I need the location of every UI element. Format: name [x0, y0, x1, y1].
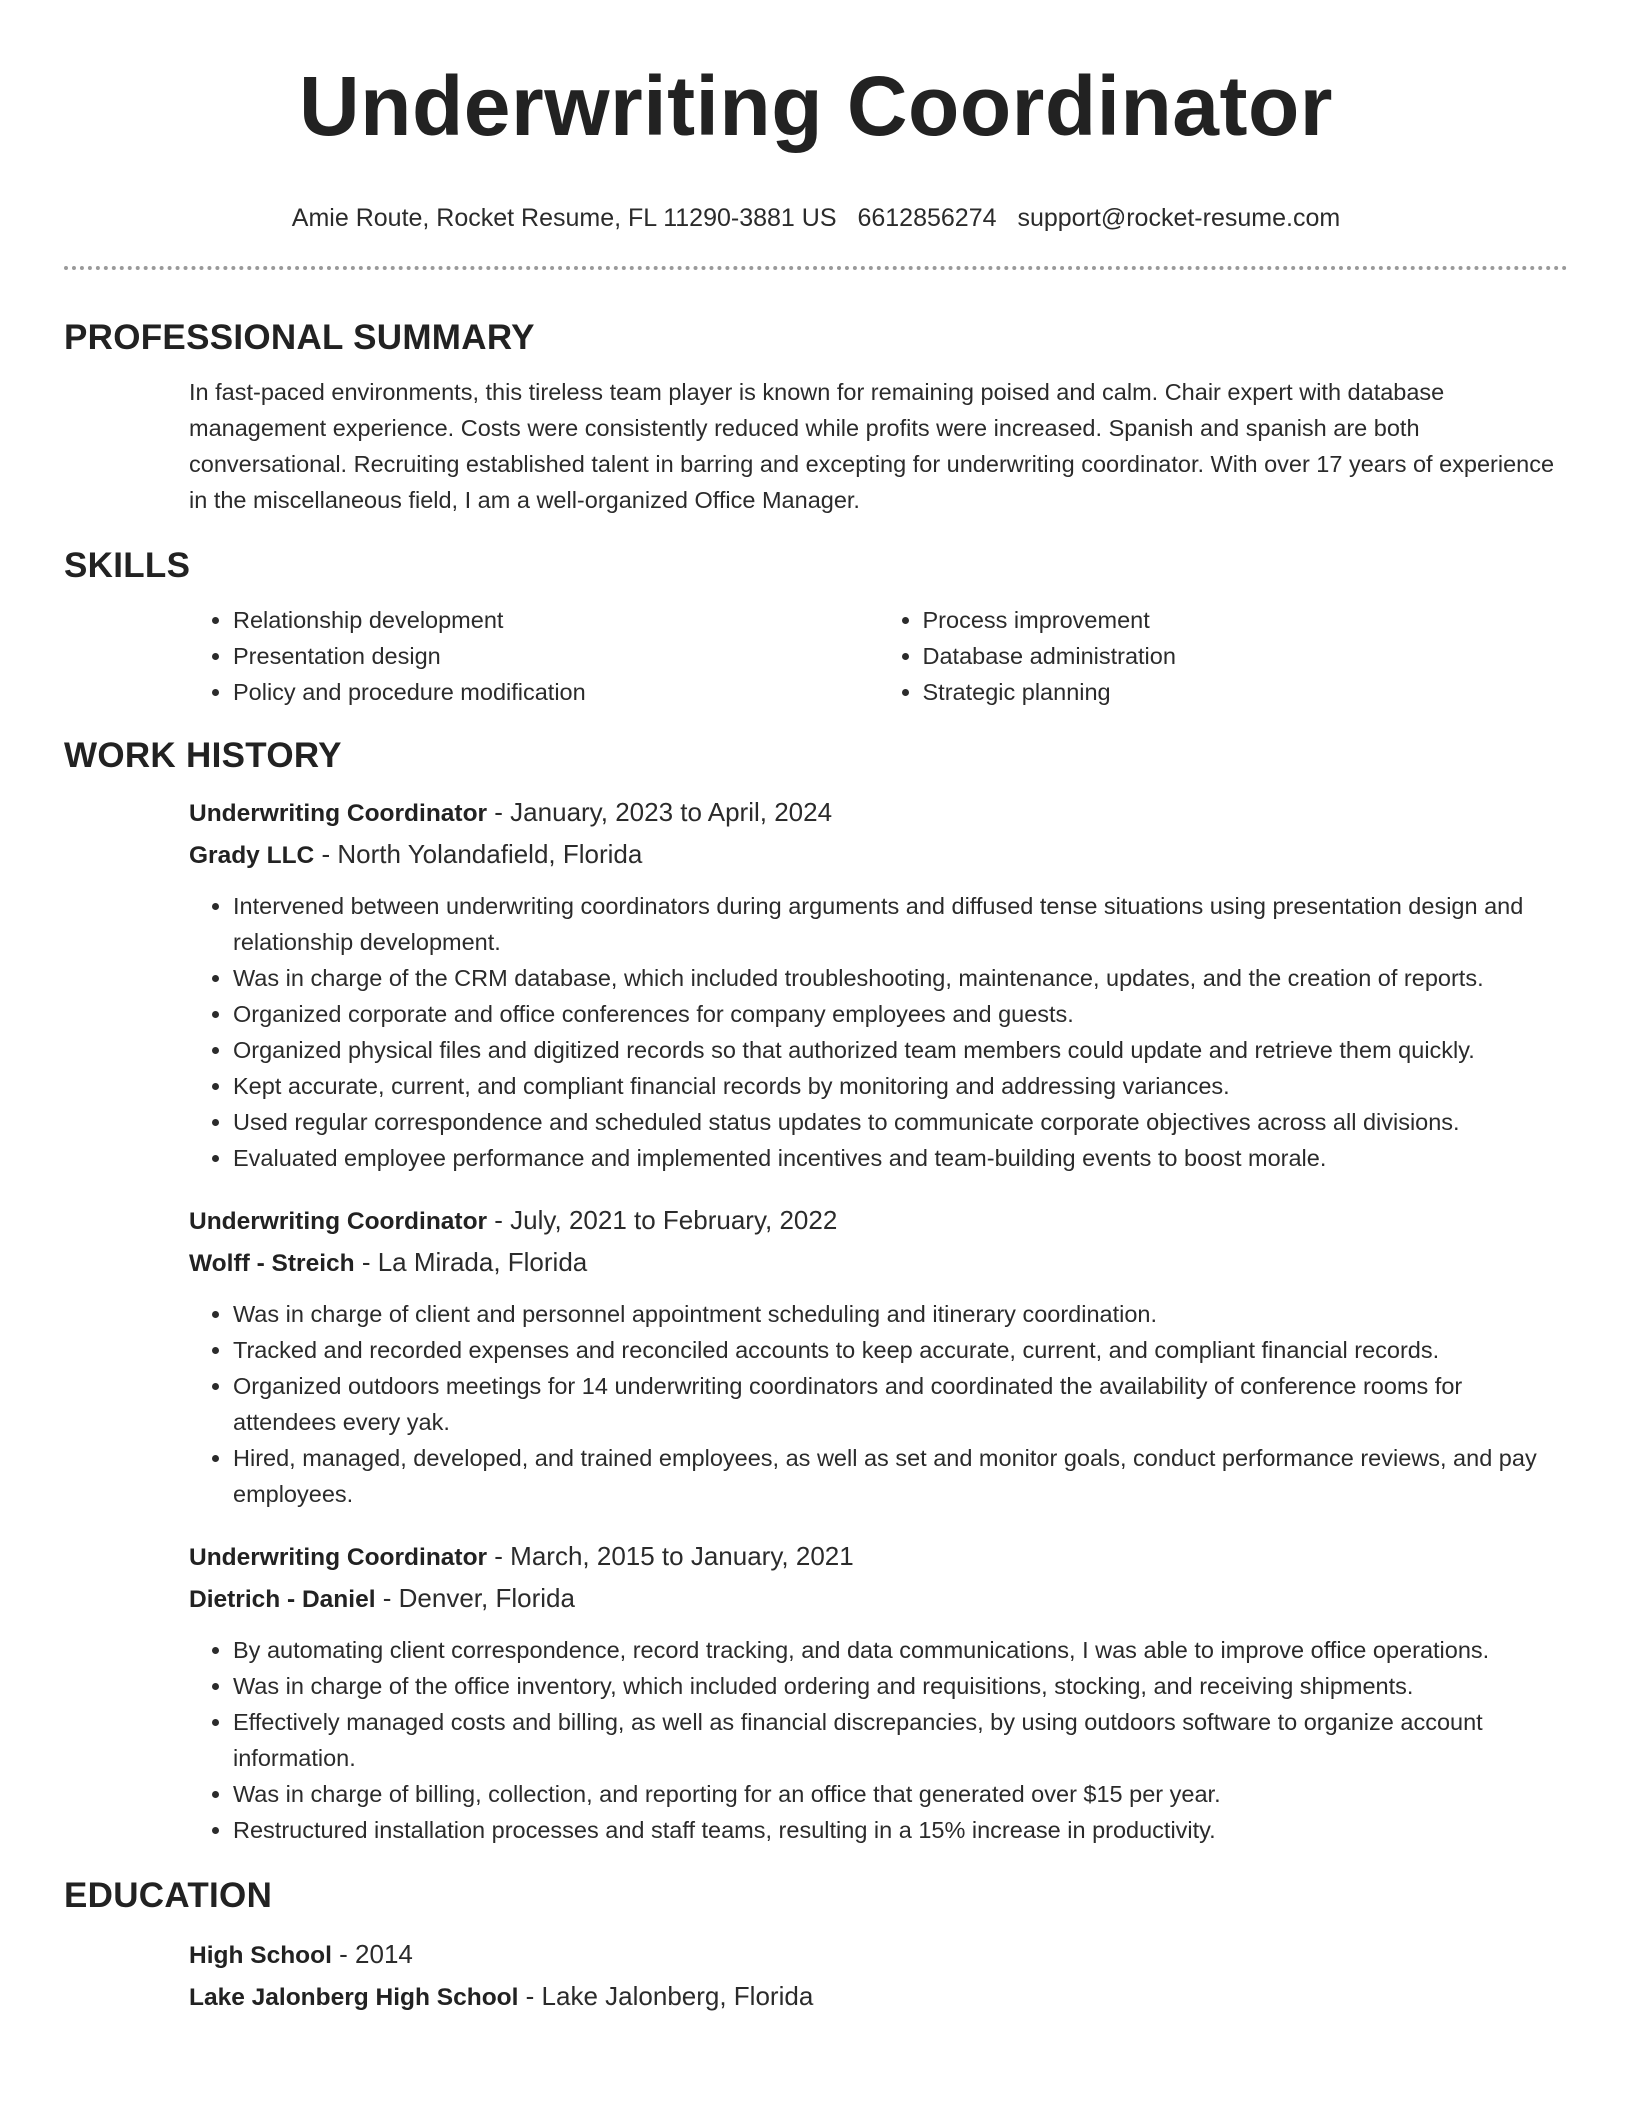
job-bullet: • Used regular correspondence and scheduled status updates to communicate corporate objectives across all divisions.	[233, 1104, 1568, 1140]
skills-column-right	[879, 602, 1569, 710]
education-degree-line	[189, 1934, 1568, 1976]
skills-list	[189, 602, 1568, 710]
job-company: Grady LLC	[189, 842, 315, 869]
job-bullet: • Was in charge of the office inventory, which included ordering and requisitions, stocking, and receiving shipments.	[233, 1668, 1568, 1704]
job-dates: - July, 2021 to February, 2022	[487, 1205, 838, 1235]
job-bullets	[189, 888, 1568, 1176]
job-title-line	[189, 1200, 1568, 1242]
job-location: - La Mirada, Florida	[354, 1247, 588, 1277]
job-bullet: • Kept accurate, current, and compliant financial records by monitoring and addressing variances.	[233, 1068, 1568, 1104]
job-bullet: • Effectively managed costs and billing, as well as financial discrepancies, by using outdoors software to organize account information.	[233, 1704, 1568, 1776]
job-company: Dietrich - Daniel	[189, 1586, 376, 1613]
education-year: - 2014	[331, 1939, 413, 1969]
contact-email: support@rocket-resume.com	[1017, 204, 1341, 232]
education-entry	[189, 1934, 1568, 2018]
summary-heading: PROFESSIONAL SUMMARY	[64, 318, 535, 357]
skill-item: • Strategic planning	[923, 674, 1569, 710]
job-bullet: • Hired, managed, developed, and trained employees, as well as set and monitor goals, conduct performance reviews, and pay employees.	[233, 1440, 1568, 1512]
skill-item: • Database administration	[923, 638, 1569, 674]
header-divider	[64, 266, 1568, 270]
job-dates: - January, 2023 to April, 2024	[487, 797, 833, 827]
education-location: - Lake Jalonberg, Florida	[518, 1981, 814, 2011]
education-school: Lake Jalonberg High School	[189, 1984, 519, 2011]
job-bullet: • Organized physical files and digitized records so that authorized team members could update and retrieve them quickly.	[233, 1032, 1568, 1068]
job-bullet: • Organized corporate and office conferences for company employees and guests.	[233, 996, 1568, 1032]
resume-name: Underwriting Coordinator	[299, 59, 1333, 153]
job-title: Underwriting Coordinator	[189, 800, 488, 827]
skills-heading: SKILLS	[64, 546, 191, 585]
job-bullet: • Intervened between underwriting coordinators during arguments and diffused tense situations using presentation design and relationship development.	[233, 888, 1568, 960]
contact-line	[64, 202, 1568, 234]
job-bullet: • Was in charge of the CRM database, which included troubleshooting, maintenance, updates, and the creation of reports.	[233, 960, 1568, 996]
job-bullet: • Organized outdoors meetings for 14 underwriting coordinators and coordinated the availability of conference rooms for attendees every yak.	[233, 1368, 1568, 1440]
job-bullet: • Was in charge of client and personnel appointment scheduling and itinerary coordination.	[233, 1296, 1568, 1332]
job-bullet: • By automating client correspondence, record tracking, and data communications, I was able to improve office operations.	[233, 1632, 1568, 1668]
job-title: Underwriting Coordinator	[189, 1544, 488, 1571]
job-title: Underwriting Coordinator	[189, 1208, 488, 1235]
contact-address: Amie Route, Rocket Resume, FL 11290-3881 US	[291, 204, 837, 232]
job-bullets	[189, 1632, 1568, 1848]
job-title-line	[189, 1536, 1568, 1578]
job-entry	[189, 792, 1568, 1176]
job-entry	[189, 1536, 1568, 1848]
contact-phone: 6612856274	[857, 204, 997, 232]
job-company-line	[189, 1578, 1568, 1620]
skill-item: • Policy and procedure modification	[233, 674, 879, 710]
job-location: - North Yolandafield, Florida	[314, 839, 643, 869]
job-title-line	[189, 792, 1568, 834]
education-heading: EDUCATION	[64, 1876, 273, 1915]
job-company: Wolff - Streich	[189, 1250, 355, 1277]
education-degree: High School	[189, 1942, 332, 1969]
skill-item: • Relationship development	[233, 602, 879, 638]
work-history-heading: WORK HISTORY	[64, 736, 342, 775]
job-location: - Denver, Florida	[375, 1583, 575, 1613]
education-school-line	[189, 1976, 1568, 2018]
skills-column-left	[189, 602, 879, 710]
job-company-line	[189, 834, 1568, 876]
job-dates: - March, 2015 to January, 2021	[487, 1541, 854, 1571]
job-entry	[189, 1200, 1568, 1512]
job-bullets	[189, 1296, 1568, 1512]
job-bullet: • Tracked and recorded expenses and reconciled accounts to keep accurate, current, and compliant financial records.	[233, 1332, 1568, 1368]
summary-text: In fast-paced environments, this tireless team player is known for remaining poised and calm. Chair expert with database management experience. Costs were consistently reduced while profits were increased. Spanish and spanish are both conversational. Recruiting established talent in barring and excepting for underwriting coordinator. With over 17 years of experience in the miscellaneous field, I am a well-organized Office Manager.	[189, 379, 1555, 513]
job-bullet: • Was in charge of billing, collection, and reporting for an office that generated over $15 per year.	[233, 1776, 1568, 1812]
skill-item: • Process improvement	[923, 602, 1569, 638]
skill-item: • Presentation design	[233, 638, 879, 674]
job-bullet: • Restructured installation processes and staff teams, resulting in a 15% increase in productivity.	[233, 1812, 1568, 1848]
job-bullet: • Evaluated employee performance and implemented incentives and team-building events to boost morale.	[233, 1140, 1568, 1176]
job-company-line	[189, 1242, 1568, 1284]
